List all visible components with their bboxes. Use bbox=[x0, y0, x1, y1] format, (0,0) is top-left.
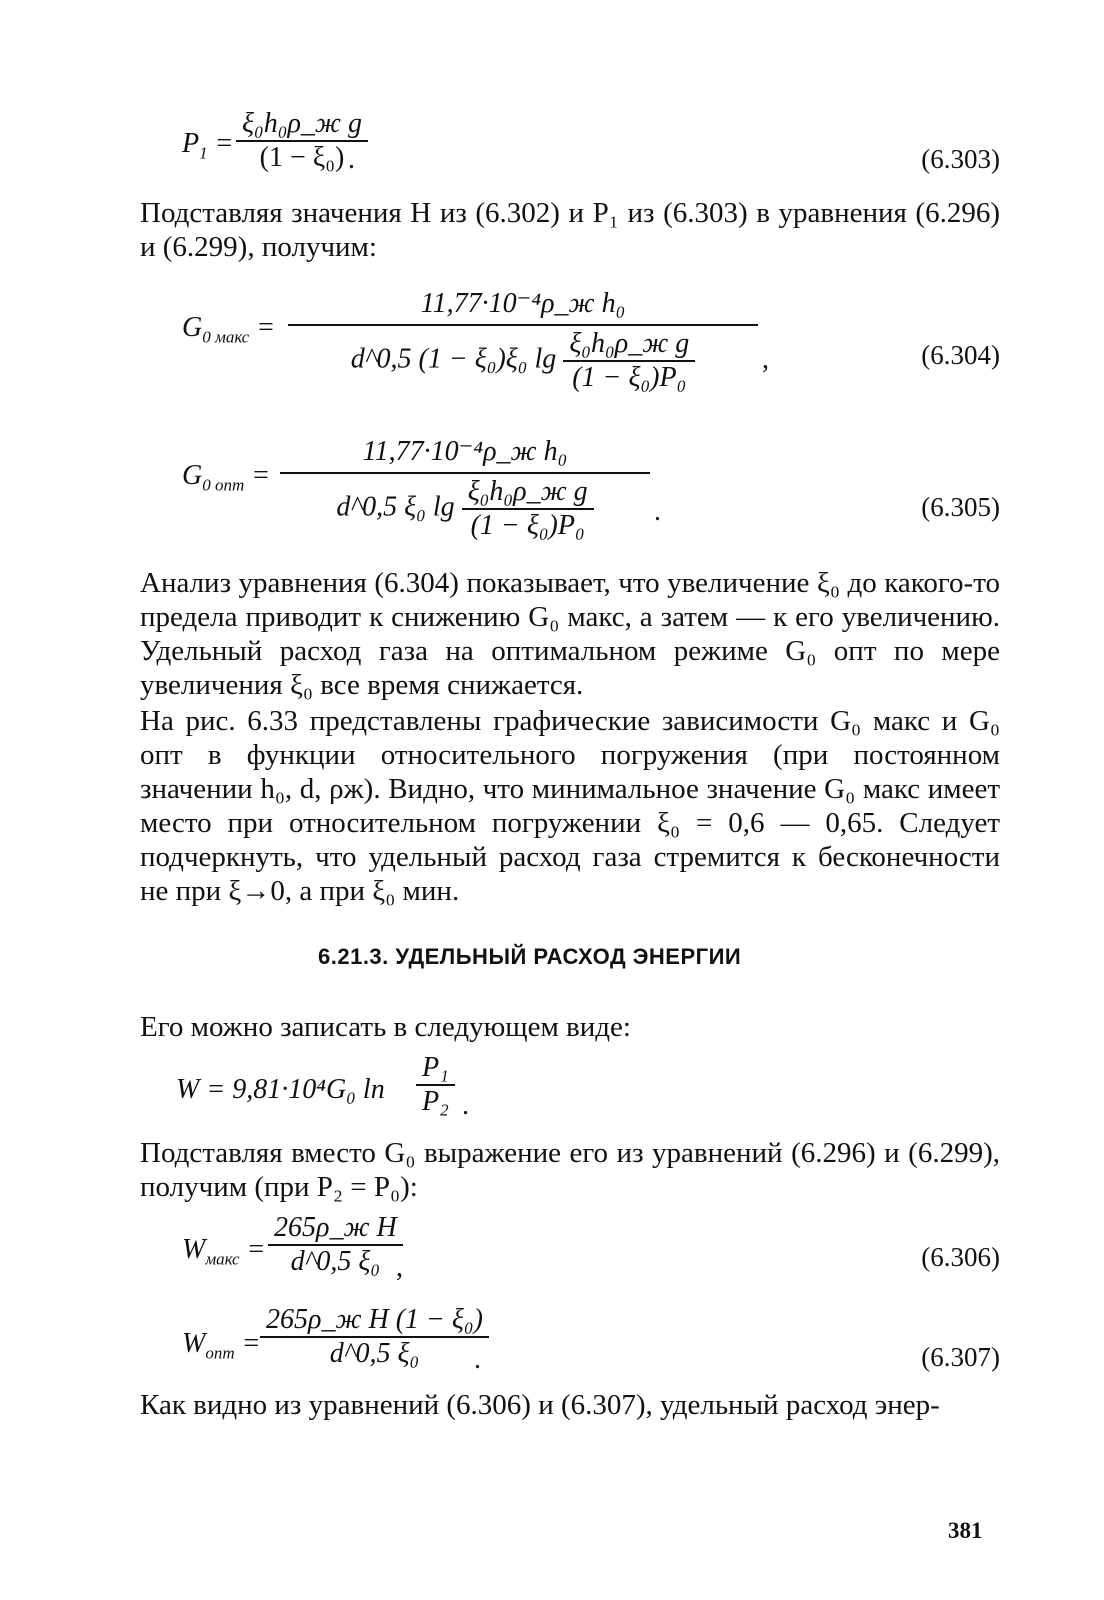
eq305-lhs: $G_{0 опт}$ = bbox=[182, 460, 271, 495]
eq307-fraction bbox=[260, 1304, 489, 1370]
eq303-tail: . bbox=[348, 144, 355, 175]
eq305-denominator bbox=[280, 476, 650, 542]
equation-6-307 bbox=[140, 1300, 1000, 1380]
eq307-denominator: d^0,5 ξ₀ bbox=[329, 1338, 420, 1369]
eq306-numerator: 265ρ_ж H bbox=[268, 1212, 403, 1246]
eq306-denominator: d^0,5 ξ₀ bbox=[290, 1246, 381, 1277]
eq304-tail: , bbox=[762, 344, 769, 375]
eq303-lhs: $P_1$ = bbox=[182, 128, 234, 163]
paragraph-5: Подставляя вместо G₀ выражение его из уравнений (6.296) и (6.299), получим (при P₂ = P₀): bbox=[140, 1137, 1000, 1203]
paragraph-4: Его можно записать в следующем виде: bbox=[140, 1011, 631, 1043]
eq307-lhs: $W_{опт}$ = bbox=[182, 1328, 261, 1363]
equation-w bbox=[140, 1050, 1000, 1130]
eq304-den-prefix: d^0,5 (1 − ξ₀)ξ₀ lg bbox=[350, 343, 557, 375]
paragraph-1: Подставляя значения H из (6.302) и P₁ из (6.303) в уравнения (6.296) и (6.299), получим: bbox=[140, 197, 1000, 263]
eq304-fraction bbox=[288, 284, 758, 394]
eq303-number: (6.303) bbox=[921, 144, 1000, 174]
eq306-tail: , bbox=[396, 1252, 403, 1283]
section-heading: 6.21.3. УДЕЛЬНЫЙ РАСХОД ЭНЕРГИИ bbox=[318, 944, 742, 969]
eq305-tail: . bbox=[654, 496, 661, 527]
paragraph-6: Как видно из уравнений (6.306) и (6.307), удельный расход энер- bbox=[140, 1389, 940, 1421]
paragraph-2: Анализ уравнения (6.304) показывает, что увеличение ξ₀ до какого-то предела приводит к снижению G₀ макс, а затем — к его увеличению. Удельный расход газа на оптимальном режиме G₀ опт по мере увеличения ξ₀ все время снижается. bbox=[140, 567, 1000, 701]
eq305-fraction bbox=[280, 432, 650, 542]
eq303-numerator: ξ₀h₀ρ_ж g bbox=[236, 108, 368, 142]
eqw-fraction bbox=[416, 1052, 455, 1118]
eqw-denominator: P₂ bbox=[422, 1086, 449, 1117]
eq305-number: (6.305) bbox=[921, 492, 1000, 522]
page-number: 381 bbox=[948, 1518, 983, 1543]
paragraph-3: На рис. 6.33 представлены графические зависимости G₀ макс и G₀ опт в функции относительного погружения (при постоянном значении h₀, d, ρж). Видно, что минимальное значение G₀ макс имеет место при относительном погружении ξ₀ = 0,6 — 0,65. Следует подчеркнуть, что удельный расход газа стремится к бесконечности не при ξ→0, а при ξ₀ мин. bbox=[140, 705, 1000, 907]
eq304-inner-num: ξ₀h₀ρ_ж g bbox=[563, 328, 695, 362]
eqw-numerator: P₁ bbox=[416, 1052, 455, 1086]
eq303-denominator: (1 − ξ₀) bbox=[259, 142, 345, 173]
eqw-tail: . bbox=[462, 1090, 469, 1121]
eq307-tail: . bbox=[474, 1344, 481, 1375]
eq305-inner-fraction bbox=[462, 476, 594, 542]
eq304-lhs: $G_{0 макс}$ = bbox=[182, 312, 276, 347]
eq307-number: (6.307) bbox=[921, 1342, 1000, 1372]
eq307-numerator: 265ρ_ж H (1 − ξ₀) bbox=[260, 1304, 489, 1338]
equation-6-306 bbox=[140, 1208, 1000, 1288]
eq304-inner-fraction bbox=[563, 328, 695, 394]
eq306-fraction bbox=[268, 1212, 403, 1278]
eq305-den-prefix: d^0,5 ξ₀ lg bbox=[336, 491, 455, 523]
eq304-inner-den: (1 − ξ₀)P₀ bbox=[572, 362, 687, 393]
eq304-number: (6.304) bbox=[921, 340, 1000, 370]
equation-6-303 bbox=[140, 104, 1000, 184]
eq305-inner-den: (1 − ξ₀)P₀ bbox=[470, 510, 585, 541]
eq306-number: (6.306) bbox=[921, 1242, 1000, 1272]
eq305-numerator: 11,77·10⁻⁴ρ_ж h₀ bbox=[280, 432, 650, 474]
equation-6-305 bbox=[140, 432, 1000, 552]
eq305-inner-num: ξ₀h₀ρ_ж g bbox=[462, 476, 594, 510]
eq304-denominator bbox=[288, 328, 758, 394]
equation-6-304 bbox=[140, 284, 1000, 404]
eq306-lhs: $W_{макс}$ = bbox=[182, 1234, 266, 1269]
eq304-numerator: 11,77·10⁻⁴ρ_ж h₀ bbox=[288, 284, 758, 326]
eqw-lhs: W = 9,81·10⁴G₀ ln bbox=[176, 1074, 385, 1105]
